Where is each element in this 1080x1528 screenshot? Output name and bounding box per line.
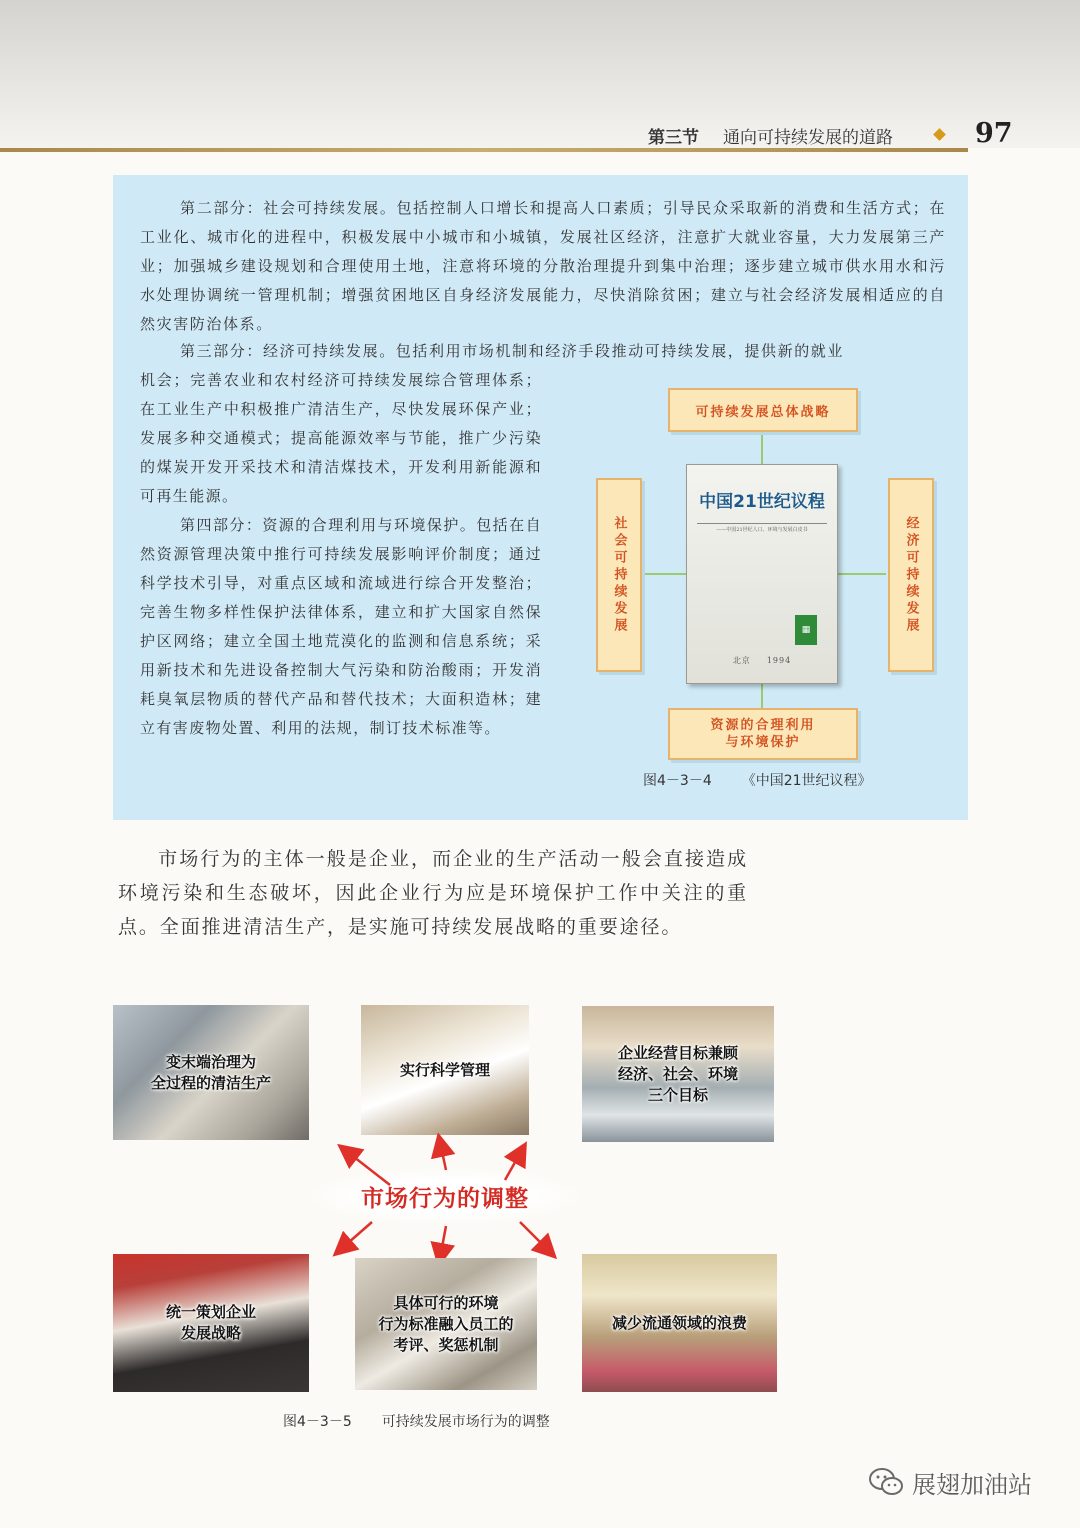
arrow-up-center: [440, 1142, 446, 1170]
center-title: 市场行为的调整: [361, 1185, 529, 1212]
box-paragraph-3-rest: 机会；完善农业和农村经济可持续发展综合管理体系；在工业生产中积极推广清洁生产，尽快发展环保产业；发展多种交通模式；提高能源效率与节能，推广少污染的煤炭开发开采技术和清洁煤技术，开发利用新能源和可再生能源。: [140, 371, 542, 505]
publisher-logo: ▦: [795, 615, 817, 645]
box-resources-environment: 资源的合理利用 与环境保护: [668, 708, 858, 760]
section-title: 通向可持续发展的道路: [723, 127, 893, 148]
arrow-down-center: [440, 1226, 446, 1258]
connector-left: [640, 573, 688, 575]
photo-scientific-management: [361, 1005, 529, 1135]
label-scientific-management: 实行科学管理: [399, 1060, 490, 1079]
book-publication: 北京 1994: [732, 656, 792, 665]
box-paragraph-4: 第四部分：资源的合理利用与环境保护。包括在自然资源管理决策中推行可持续发展影响评价制度；通过科学技术引导，对重点区域和流域进行综合开发整治；完善生物多样性保护法律体系，建立和扩大国家自然保护区网络；建立全国土地荒漠化的监测和信息系统；采用新技术和先进设备控制大气污染和防治酸雨；开发消耗臭氧层物质的替代产品和替代技术；大面积造林；建立有害废物处置、利用的法规，制订技术标准等。: [140, 516, 542, 737]
box-paragraph-2-line1: 第二部分：社会可持续发展。包括控制人口增长和提高人口素质；引导民众采取新的消费和: [180, 199, 847, 217]
running-header: [648, 122, 893, 148]
arrow-down-right: [520, 1222, 550, 1252]
box-narrow-column: [140, 366, 542, 743]
label-unified-strategy: 统一策划企业 发展战略: [165, 1303, 256, 1342]
photo-business-goals: [582, 1006, 774, 1142]
connector-right: [836, 573, 886, 575]
book-subtitle: ——中国21世纪人口、环境与发展白皮书: [697, 523, 827, 533]
label-business-goals: 企业经营目标兼顾 经济、社会、环境 三个目标: [617, 1043, 738, 1104]
box-paragraph-2-rest: 生活方式；在工业化、城市化的进程中，积极发展中小城市和小城镇，发展社区经济，注意扩大就业容量，大力发展第三产业；加强城乡建设规划和合理使用土地，注意将环境的分散治理提升到集中治理；逐步建立城市供水用水和污水处理协调统一管理机制；增强贫困地区自身经济发展能力，尽快消除贫困；建立与社会经济发展相适应的自然灾害防治体系。: [140, 199, 946, 333]
box-paragraph-3-line1: 第三部分：经济可持续发展。包括利用市场机制和经济手段推动可持续发展，提供新的就业: [180, 342, 845, 360]
page-number: 97: [975, 118, 1013, 149]
body-paragraph: 市场行为的主体一般是企业，而企业的生产活动一般会直接造成环境污染和生态破坏，因此企业行为应是环境保护工作中关注的重点。全面推进清洁生产，是实施可持续发展战略的重要途径。: [118, 848, 748, 938]
wechat-icon: [868, 1467, 904, 1497]
watermark-text: 展翅加油站: [912, 1470, 1032, 1499]
header-band: [0, 0, 1080, 148]
center-title-banner: [310, 1168, 580, 1224]
figure-4-3-4-caption: 图4－3－4 《中国21世纪议程》: [643, 773, 872, 789]
section-number: 第三节: [648, 127, 699, 148]
photo-environmental-standards: [355, 1258, 537, 1390]
watermark: [868, 1462, 1032, 1502]
arrow-down-left: [340, 1222, 372, 1250]
photo-reduce-waste: [582, 1254, 777, 1392]
connector-bottom: [761, 680, 763, 710]
photo-unified-strategy: [113, 1254, 309, 1392]
box-overall-strategy: 可持续发展总体战略: [668, 388, 858, 432]
figure-4-3-5-caption: 图4－3－5 可持续发展市场行为的调整: [283, 1414, 550, 1430]
box-social-sustainability: 社会可持续发展: [596, 478, 642, 672]
box-paragraph-2: [140, 194, 946, 339]
label-clean-production: 变末端治理为 全过程的清洁生产: [150, 1052, 271, 1092]
label-reduce-waste: 减少流通领域的浪费: [611, 1313, 747, 1332]
photo-clean-production: [113, 1005, 309, 1140]
label-environmental-standards: 具体可行的环境 行为标准融入员工的 考评、奖惩机制: [378, 1293, 514, 1354]
book-title: 中国21世纪议程: [699, 492, 825, 512]
box-economic-sustainability: 经济可持续发展: [888, 478, 934, 672]
connector-top: [761, 427, 763, 467]
agenda-diagram: [590, 380, 950, 800]
book-cover-image: [686, 464, 838, 684]
header-rule: [0, 148, 968, 152]
